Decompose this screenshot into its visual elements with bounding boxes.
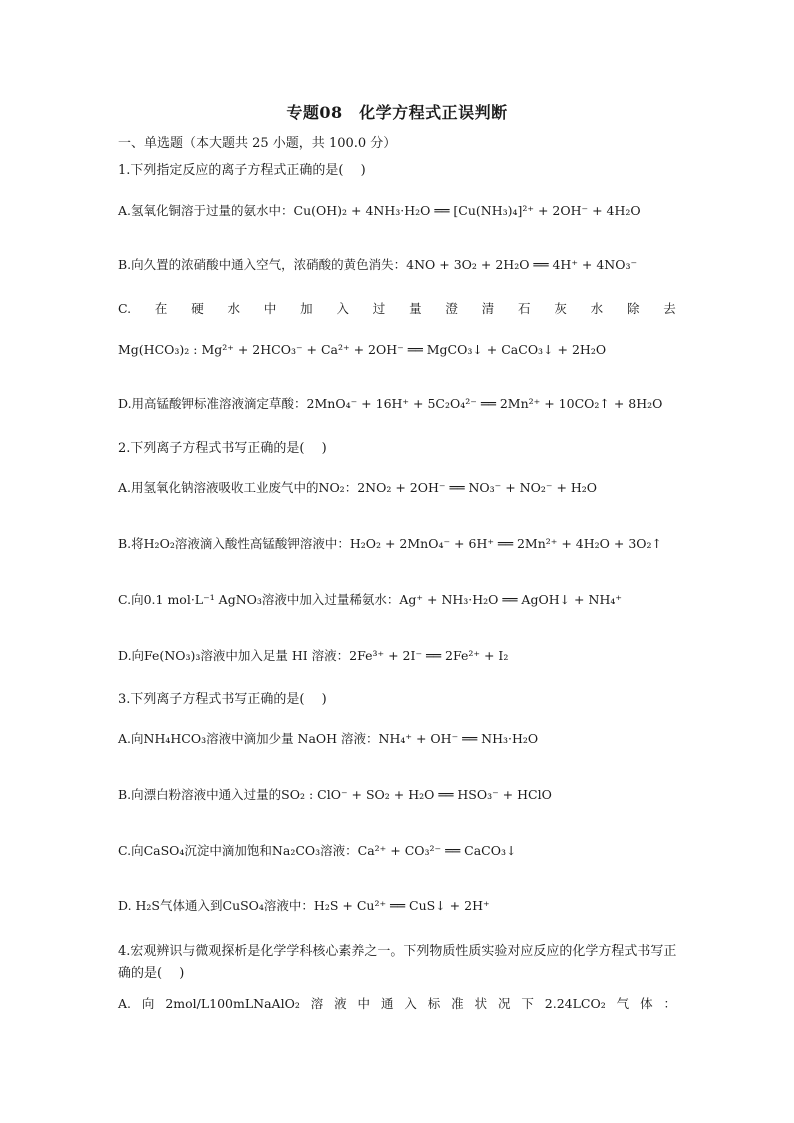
char: 过 (372, 301, 386, 316)
char: 水 (227, 301, 241, 316)
question-3-option-b: B.向漂白粉溶液中通入过量的SO₂ : ClO⁻ + SO₂ + H₂O ══ HSO₃⁻ + HClO (118, 787, 552, 802)
question-2-option-b: B.将H₂O₂溶液滴入酸性高锰酸钾溶液中：H₂O₂ + 2MnO₄⁻ + 6H⁺ ══ 2Mn²⁺ + 4H₂O + 3O₂↑ (118, 536, 663, 551)
char: 2.24LCO₂ (544, 996, 606, 1011)
char: 灰 (554, 301, 567, 316)
char: ： (663, 996, 676, 1011)
question-3-option-a: A.向NH₄HCO₃溶液中滴加少量 NaOH 溶液：NH₄⁺ + OH⁻ ══ NH₃·H₂O (118, 731, 539, 746)
question-1-option-a: A.氢氧化铜溶于过量的氨水中：Cu(OH)₂ + 4NH₃·H₂O ══ [Cu(NH₃)₄]²⁺ + 2OH⁻ + 4H₂O (118, 203, 641, 218)
char: 量 (409, 301, 422, 316)
char: 体 (640, 996, 653, 1011)
question-1-option-d: D.用高锰酸钾标准溶液滴定草酸：2MnO₄⁻ + 16H⁺ + 5C₂O₄²⁻ ══ 2Mn²⁺ + 10CO₂↑ + 8H₂O (118, 396, 663, 411)
page-title: 专题08 化学方程式正误判断 (286, 103, 508, 122)
char: 入 (336, 301, 349, 316)
char: 向 (141, 996, 155, 1011)
question-3-stem: 3.下列离子方程式书写正确的是( ) (118, 692, 327, 707)
section-heading: 一、单选题（本大题共 25 小题，共 100.0 分） (118, 136, 397, 151)
char: 入 (404, 996, 417, 1011)
char: 加 (300, 301, 313, 316)
question-2-stem: 2.下列离子方程式书写正确的是( ) (118, 441, 327, 456)
char: 状 (474, 996, 488, 1011)
question-1-stem: 1.下列指定反应的离子方程式正确的是( ) (118, 163, 366, 178)
char: 标 (427, 996, 441, 1011)
char: 液 (334, 996, 347, 1011)
question-4-option-a (118, 995, 676, 1013)
question-1-option-c-line1 (118, 300, 676, 318)
char: 清 (481, 301, 495, 316)
char: 中 (263, 301, 277, 316)
char: 水 (590, 301, 604, 316)
char: 准 (451, 996, 464, 1011)
char: 况 (497, 996, 511, 1011)
char: 下 (521, 996, 534, 1011)
question-1-option-c-line2: Mg(HCO₃)₂ : Mg²⁺ + 2HCO₃⁻ + Ca²⁺ + 2OH⁻ ══ MgCO₃↓ + CaCO₃↓ + 2H₂O (118, 342, 607, 357)
question-4-stem: 4.宏观辨识与微观探析是化学学科核心素养之一。下列物质性质实验对应反应的化学方程式书写正确的是( ) (118, 944, 677, 981)
char: 气 (616, 996, 630, 1011)
char: 在 (154, 301, 168, 316)
question-2-option-c: C.向0.1 mol·L⁻¹ AgNO₃溶液中加入过量稀氨水：Ag⁺ + NH₃·H₂O ══ AgOH↓ + NH₄⁺ (118, 592, 622, 607)
char: 去 (663, 301, 676, 316)
char: 溶 (310, 996, 324, 1011)
char: 中 (357, 996, 371, 1011)
char: 澄 (445, 301, 458, 316)
question-3-option-d: D. H₂S气体通入到CuSO₄溶液中：H₂S + Cu²⁺ ══ CuS↓ + 2H⁺ (118, 898, 490, 913)
question-3-option-c: C.向CaSO₄沉淀中滴加饱和Na₂CO₃溶液：Ca²⁺ + CO₃²⁻ ══ CaCO₃↓ (118, 843, 517, 858)
question-2-option-d: D.向Fe(NO₃)₃溶液中加入足量 HI 溶液：2Fe³⁺ + 2I⁻ ══ 2Fe²⁺ + I₂ (118, 648, 509, 663)
char: 石 (518, 301, 531, 316)
char: 通 (380, 996, 394, 1011)
char: 2mol/L100mLNaAlO₂ (165, 996, 300, 1011)
question-1-option-b: B.向久置的浓硝酸中通入空气，浓硝酸的黄色消失：4NO + 3O₂ + 2H₂O ══ 4H⁺ + 4NO₃⁻ (118, 257, 638, 272)
char: C. (118, 301, 132, 316)
question-2-option-a: A.用氢氧化钠溶液吸收工业废气中的NO₂：2NO₂ + 2OH⁻ ══ NO₃⁻ + NO₂⁻ + H₂O (118, 480, 598, 495)
char: 除 (626, 301, 640, 316)
char: A. (118, 996, 132, 1011)
char: 硬 (191, 301, 204, 316)
